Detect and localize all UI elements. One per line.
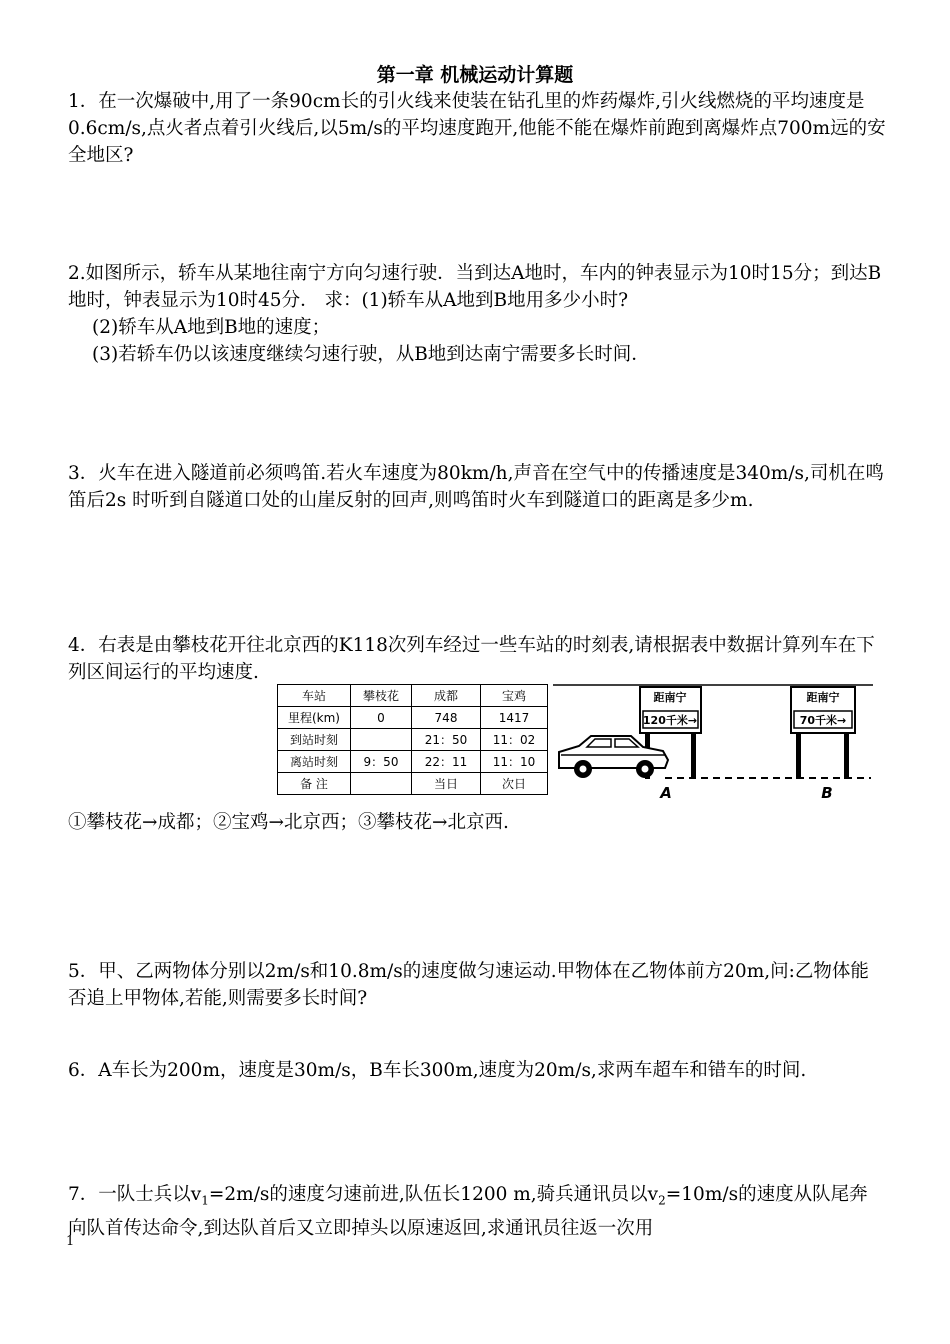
timetable-header-cell: 成都 [412, 685, 481, 707]
question-1 [68, 88, 886, 169]
question-2 [68, 260, 886, 368]
car-icon [559, 736, 668, 778]
timetable-header-cell: 车站 [278, 685, 351, 707]
sign-a-title: 距南宁 [653, 691, 687, 704]
sign-b-post [844, 733, 849, 779]
timetable-cell: 9：50 [351, 751, 412, 773]
timetable-cell: 21：50 [412, 729, 481, 751]
subscript: 1 [201, 1193, 209, 1208]
question-5-text: 5．甲、乙两物体分别以2m/s和10.8m/s的速度做匀速运动.甲物体在乙物体前方20m,问:乙物体能否追上甲物体,若能,则需要多长时间? [68, 961, 869, 1009]
timetable-cell: 1417 [481, 707, 548, 729]
timetable-cell: 748 [412, 707, 481, 729]
timetable-cell [351, 773, 412, 795]
question-3 [68, 460, 886, 514]
question-7-part: =2m/s的速度匀速前进,队伍长1200 m,骑兵通讯员以v [208, 1184, 659, 1205]
question-4-intervals: ①攀枝花→成都；②宝鸡→北京西；③攀枝花→北京西. [68, 812, 509, 833]
sign-a-post [691, 733, 696, 779]
page-number: 1 [66, 1234, 75, 1249]
question-2-part-2: (2)轿车从A地到B地的速度； [92, 317, 331, 338]
question-6 [68, 1057, 886, 1084]
timetable-row [278, 751, 548, 773]
sign-b-post [796, 733, 801, 779]
timetable-cell: 22：11 [412, 751, 481, 773]
timetable-header-row [278, 685, 548, 707]
timetable-cell: 11：10 [481, 751, 548, 773]
question-2-text: 2.如图所示，轿车从某地往南宁方向匀速行驶．当到达A地时，车内的钟表显示为10时15分；到达B地时，钟表显示为10时45分． 求：(1)轿车从A地到B地用多少小时? [68, 263, 882, 311]
train-timetable [277, 684, 548, 795]
timetable-cell [351, 729, 412, 751]
question-5 [68, 958, 886, 1012]
page-title: 第一章 机械运动计算题 [376, 64, 574, 86]
timetable-row [278, 707, 548, 729]
question-1-text: 1．在一次爆破中,用了一条90cm长的引火线来使装在钻孔里的炸药爆炸,引火线燃烧的平均速度是0.6cm/s,点火者点着引火线后,以5m/s的平均速度跑开,他能不能在爆炸前跑到离爆炸点700m远的安全地区? [68, 91, 886, 166]
timetable-header-cell: 宝鸡 [481, 685, 548, 707]
sign-b-title: 距南宁 [806, 691, 840, 704]
question-7-part: 7．一队士兵以v [68, 1184, 202, 1205]
question-4-text: 4．右表是由攀枝花开往北京西的K118次列车经过一些车站的时刻表,请根据表中数据计算列车在下列区间运行的平均速度. [68, 635, 875, 683]
question-7 [68, 1181, 886, 1242]
question-2-part-3: (3)若轿车仍以该速度继续匀速行驶，从B地到达南宁需要多长时间． [92, 344, 650, 365]
question-3-text: 3．火车在进入隧道前必须鸣笛.若火车速度为80km/h,声音在空气中的传播速度是340m/s,司机在鸣笛后2s 时听到自隧道口处的山崖反射的回声,则鸣笛时火车到隧道口的距离是多少m. [68, 463, 884, 511]
question-4 [68, 632, 886, 686]
sign-b-value: 70千米→ [799, 714, 847, 727]
timetable-cell: 11：02 [481, 729, 548, 751]
label-b: B [821, 784, 833, 802]
timetable-cell: 次日 [481, 773, 548, 795]
timetable-cell: 到站时刻 [278, 729, 351, 751]
timetable-cell: 备 注 [278, 773, 351, 795]
question-7-part: =10m/s的速度从队尾奔向队首传达命令,到达队首后又立即掉头以原速返回,求通讯员往返一次用 [68, 1184, 868, 1239]
timetable-cell: 离站时刻 [278, 751, 351, 773]
sign-a-value: 120千米→ [642, 714, 698, 727]
timetable-row [278, 773, 548, 795]
road-sign-figure [553, 684, 873, 802]
timetable-header-cell: 攀枝花 [351, 685, 412, 707]
sign-b [791, 687, 855, 779]
timetable-cell: 当日 [412, 773, 481, 795]
timetable-row [278, 729, 548, 751]
subscript: 2 [658, 1193, 666, 1208]
timetable-cell: 0 [351, 707, 412, 729]
question-7-text [68, 1181, 886, 1242]
label-a: A [660, 784, 672, 802]
question-6-text: 6．A车长为200m，速度是30m/s，B车长300m,速度为20m/s,求两车超车和错车的时间. [68, 1060, 807, 1081]
timetable-cell: 里程(km) [278, 707, 351, 729]
